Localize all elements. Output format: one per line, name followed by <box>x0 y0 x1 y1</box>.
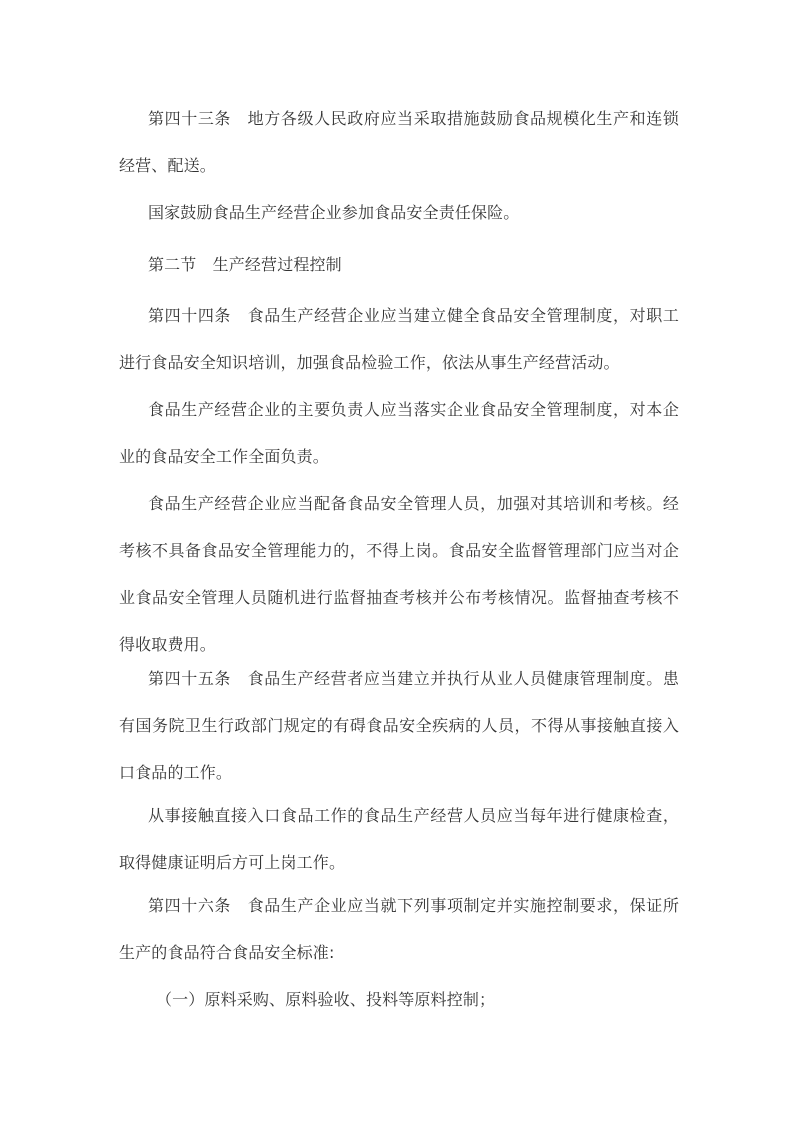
article-44-paragraph: 第四十四条 食品生产经营企业应当建立健全食品安全管理制度，对职工进行食品安全知识培训，加强食品检验工作，依法从事生产经营活动。 <box>119 306 679 372</box>
health-check-paragraph: 从事接触直接入口食品工作的食品生产经营人员应当每年进行健康检查，取得健康证明后方可上岗工作。 <box>119 806 679 872</box>
section-heading: 第二节 生产经营过程控制 <box>148 255 342 274</box>
insurance-paragraph: 国家鼓励食品生产经营企业参加食品安全责任保险。 <box>148 203 520 222</box>
principal-responsibility-paragraph: 食品生产经营企业的主要负责人应当落实企业食品安全管理制度，对本企业的食品安全工作全面负责。 <box>119 400 679 466</box>
article-46-paragraph: 第四十六条 食品生产企业应当就下列事项制定并实施控制要求，保证所生产的食品符合食品安全标准: <box>119 896 679 962</box>
article-45-paragraph: 第四十五条 食品生产经营者应当建立并执行从业人员健康管理制度。患有国务院卫生行政部门规定的有碍食品安全疾病的人员，不得从事接触直接入口食品的工作。 <box>119 669 679 782</box>
article-43-paragraph: 第四十三条 地方各级人民政府应当采取措施鼓励食品规模化生产和连锁经营、配送。 <box>119 109 679 175</box>
safety-manager-paragraph: 食品生产经营企业应当配备食品安全管理人员，加强对其培训和考核。经考核不具备食品安全管理能力的，不得上岗。食品安全监督管理部门应当对企业食品安全管理人员随机进行监督抽查考核并公布考核情况。监督抽查考核不得收取费用。 <box>119 494 679 654</box>
list-item-1: （一）原料采购、原料验收、投料等原料控制； <box>156 990 496 1009</box>
